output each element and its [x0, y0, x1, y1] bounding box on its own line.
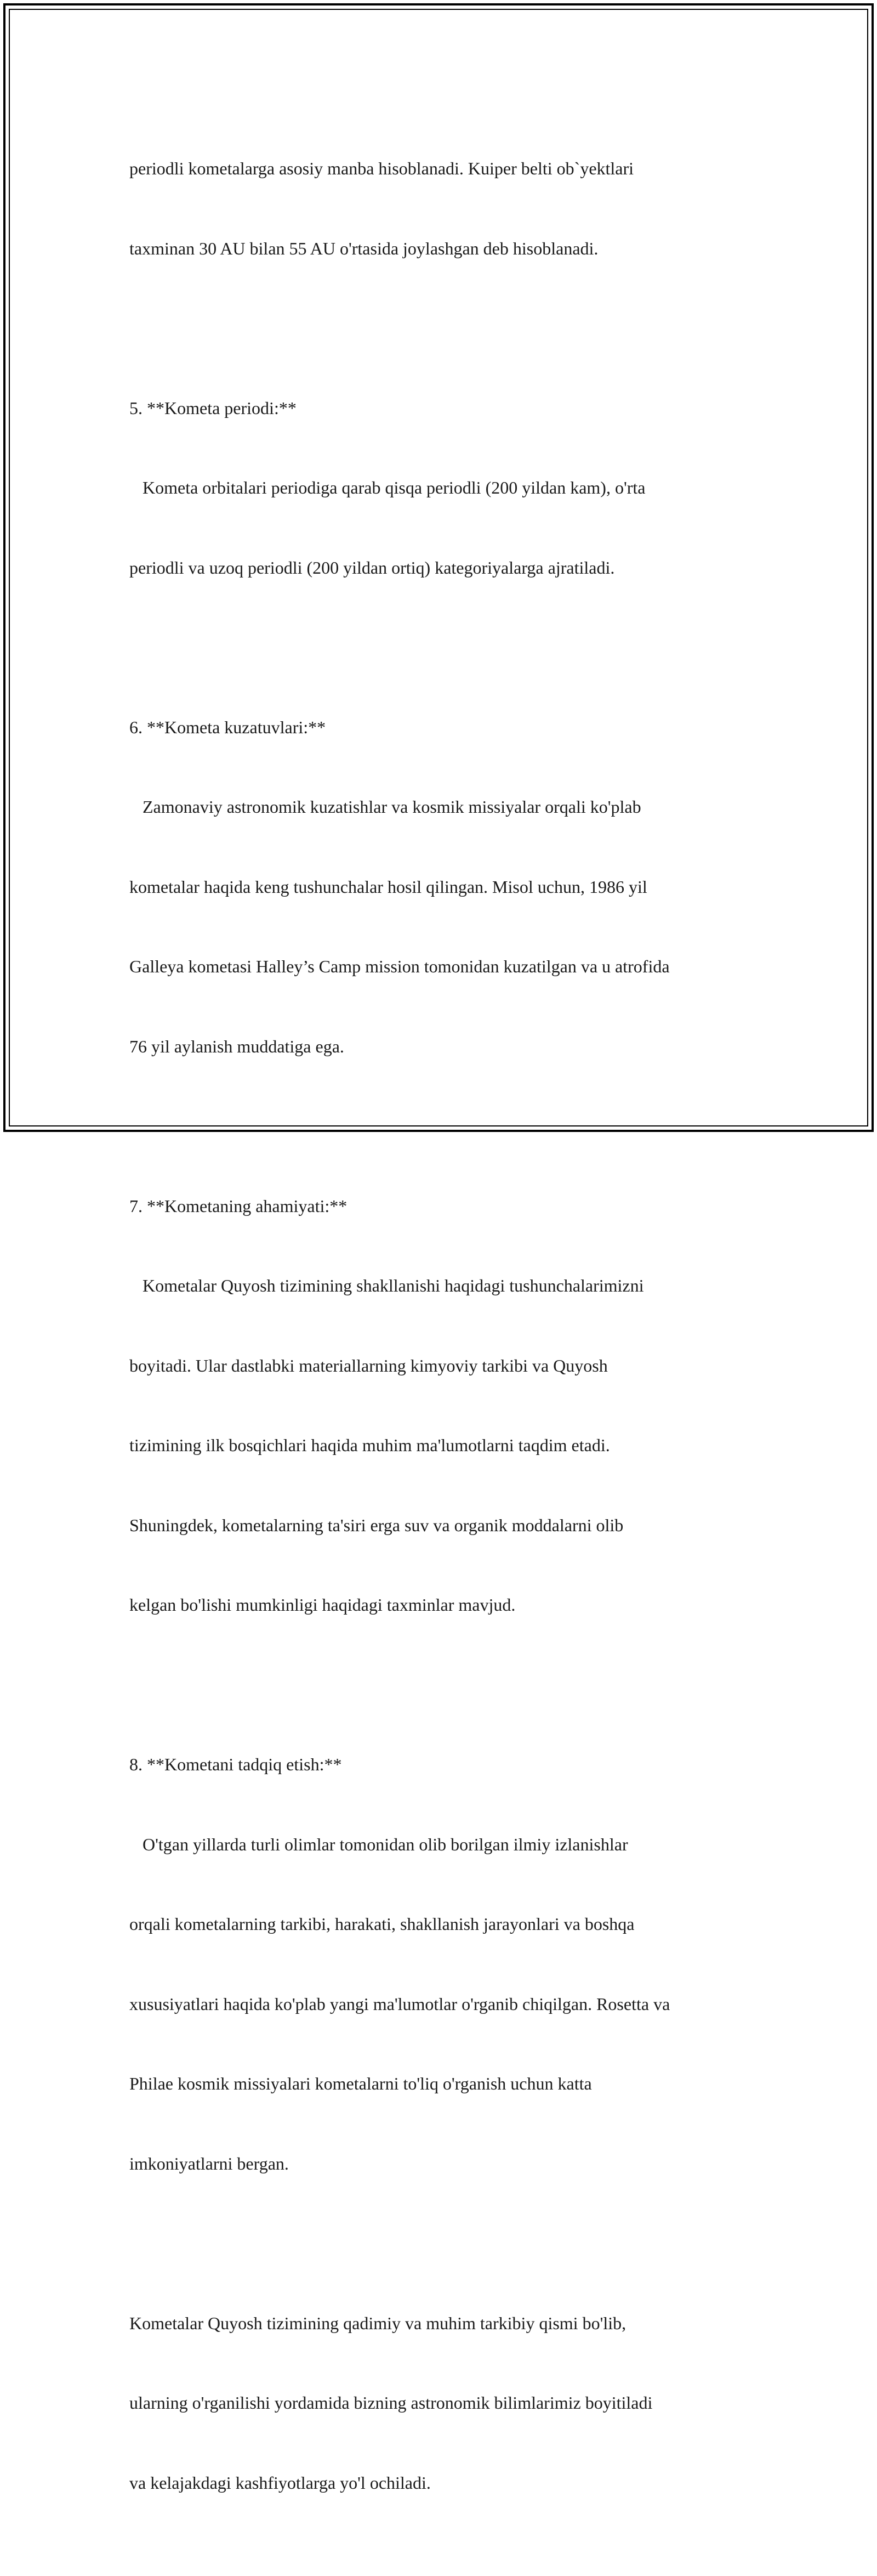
text-line: periodli kometalarga asosiy manba hisoblanadi. Kuiper belti ob`yektlari	[129, 158, 634, 178]
section-heading: 8. **Kometani tadqiq etish:**	[129, 1754, 342, 1774]
text-line: Galleya kometasi Halley’s Camp mission tomonidan kuzatilgan va u atrofida	[129, 956, 670, 976]
text-line: Kometa orbitalari periodiga qarab qisqa periodli (200 yildan kam), o'rta	[129, 478, 646, 497]
intro-paragraph	[129, 102, 760, 315]
document-body	[129, 102, 760, 2576]
text-line: periodli va uzoq periodli (200 yildan ortiq) kategoriyalarga ajratiladi.	[129, 557, 615, 578]
text-line: Philae kosmik missiyalari kometalarni to'liq o'rganish uchun katta	[129, 2074, 592, 2093]
text-line: Kometalar Quyosh tizimining shakllanishi haqidagi tushunchalarimizni	[129, 1276, 644, 1295]
section-heading: 6. **Kometa kuzatuvlari:**	[129, 717, 326, 737]
text-line: orqali kometalarning tarkibi, harakati, shakllanish jarayonlari va boshqa	[129, 1914, 635, 1934]
section-kometa-kuzatuvlari	[129, 661, 760, 1113]
text-line: O'tgan yillarda turli olimlar tomonidan olib borilgan ilmiy izlanishlar	[129, 1834, 628, 1854]
text-line: boyitadi. Ular dastlabki materiallarning kimyoviy tarkibi va Quyosh	[129, 1355, 608, 1375]
section-heading: 7. **Kometaning ahamiyati:**	[129, 1196, 348, 1216]
text-line: tizimining ilk bosqichlari haqida muhim ma'lumotlarni taqdim etadi.	[129, 1435, 610, 1455]
section-heading: 5. **Kometa periodi:**	[129, 398, 297, 418]
text-line: imkoniyatlarni bergan.	[129, 2153, 289, 2173]
text-line: Kometalar Quyosh tizimining qadimiy va muhim tarkibiy qismi bo'lib,	[129, 2313, 627, 2333]
section-kometaning-ahamiyati	[129, 1140, 760, 1672]
section-kometani-tadqiq-etish	[129, 1698, 760, 2230]
text-line: Shuningdek, kometalarning ta'siri erga suv va organik moddalarni olib	[129, 1515, 624, 1535]
text-line: kelgan bo'lishi mumkinligi haqidagi taxminlar mavjud.	[129, 1595, 516, 1615]
text-line: va kelajakdagi kashfiyotlarga yo'l ochiladi.	[129, 2472, 431, 2493]
text-line: xususiyatlari haqida ko'plab yangi ma'lumotlar o'rganib chiqilgan. Rosetta va	[129, 1994, 670, 2014]
text-line: 76 yil aylanish muddatiga ega.	[129, 1036, 344, 1056]
text-line: kometalar haqida keng tushunchalar hosil qilingan. Misol uchun, 1986 yil	[129, 876, 647, 897]
text-line: ularning o'rganilishi yordamida bizning astronomik bilimlarimiz boyitiladi	[129, 2393, 653, 2413]
conclusion-paragraph	[129, 2257, 760, 2550]
text-line: taxminan 30 AU bilan 55 AU o'rtasida joylashgan deb hisoblanadi.	[129, 238, 599, 258]
text-line: Zamonaviy astronomik kuzatishlar va kosmik missiyalar orqali ko'plab	[129, 797, 641, 817]
section-kometa-periodi	[129, 342, 760, 635]
